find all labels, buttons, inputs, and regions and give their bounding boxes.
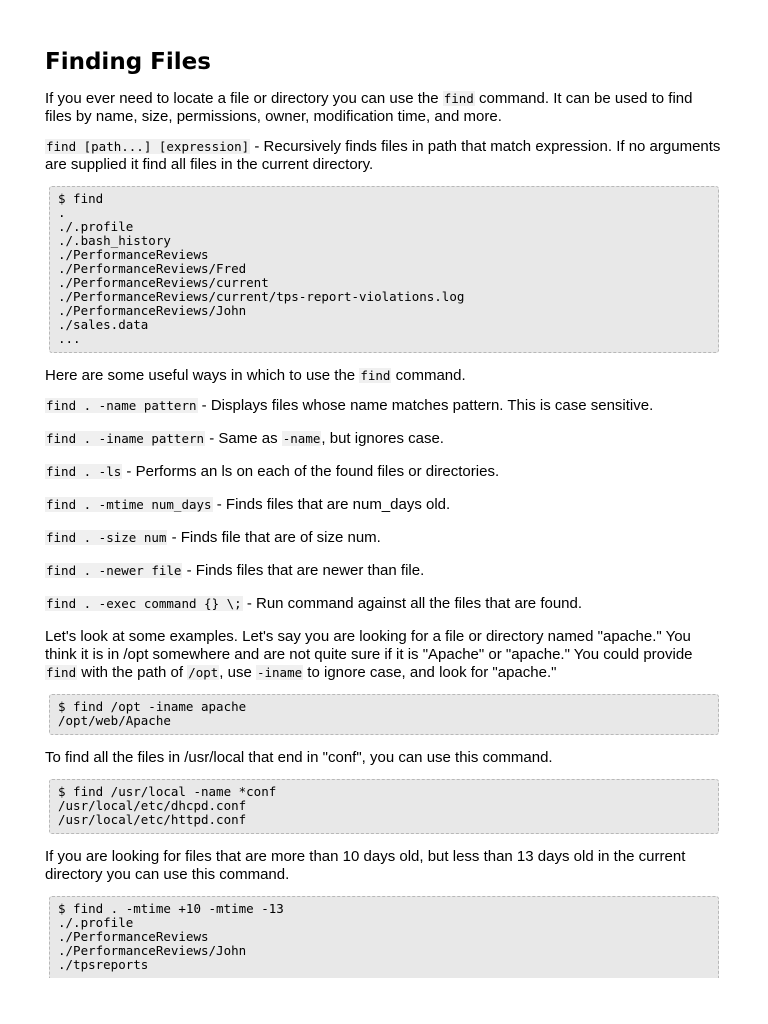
option-code: find . -name pattern — [46, 398, 197, 413]
option-description-before: - Same as — [205, 430, 282, 447]
intro-paragraph — [45, 90, 723, 126]
option-size — [45, 529, 723, 547]
option-exec — [45, 595, 723, 613]
inline-code-opt: /opt — [188, 665, 219, 680]
option-description: , but ignores case. — [321, 430, 444, 447]
option-mtime — [45, 496, 723, 514]
code-block-conf-example: $ find /usr/local -name *conf /usr/local/etc/dhcpd.conf /usr/local/etc/httpd.conf — [49, 779, 719, 834]
inline-code-find: find — [360, 368, 391, 383]
useful-text-after: command. — [391, 367, 466, 384]
option-name — [45, 397, 723, 415]
code-block-apache-example: $ find /opt -iname apache /opt/web/Apache — [49, 694, 719, 735]
examples-text-1: Let's look at some examples. Let's say you are looking for a file or directory named "apache." You think it is in /opt somewhere and are not quite sure if it is "Apache" or "apache." You could provide — [45, 628, 693, 663]
option-code: find . -exec command {} \; — [46, 596, 242, 611]
conf-paragraph: To find all the files in /usr/local that end in "conf", you can use this command. — [45, 749, 553, 766]
examples-paragraph — [45, 628, 723, 682]
option-code: find . -mtime num_days — [46, 497, 212, 512]
option-description: - Displays files whose name matches pattern. This is case sensitive. — [197, 397, 654, 414]
examples-text-4: to ignore case, and look for "apache." — [303, 664, 557, 681]
examples-text-2: with the path of — [77, 664, 188, 681]
syntax-code: find [path...] [expression] — [46, 139, 250, 154]
code-block-mtime-example: $ find . -mtime +10 -mtime -13 ./.profile ./PerformanceReviews ./PerformanceReviews/John ./tpsreports — [49, 896, 719, 978]
intro-text-before: If you ever need to locate a file or directory you can use the — [45, 90, 443, 107]
inline-code-iname: -iname — [256, 665, 303, 680]
mtime-paragraph: If you are looking for files that are more than 10 days old, but less than 13 days old in the current directory you can use this command. — [45, 848, 686, 883]
useful-ways-paragraph — [45, 367, 723, 385]
option-description: - Run command against all the files that are found. — [242, 595, 583, 612]
option-code: find . -newer file — [46, 563, 182, 578]
syntax-description: - Recursively finds files in path that match expression. If no arguments are supplied it find all files in the current directory. — [45, 138, 721, 173]
option-code: find . -iname pattern — [46, 431, 205, 446]
code-block-find-output: $ find . ./.profile ./.bash_history ./PerformanceReviews ./PerformanceReviews/Fred ./PerformanceReviews/current ./PerformanceReviews/current/tps-report-violations.log ./PerformanceReviews/John ./sales.data ... — [49, 186, 719, 353]
examples-text-3: , use — [219, 664, 256, 681]
useful-text-before: Here are some useful ways in which to use the — [45, 367, 360, 384]
option-description: - Performs an ls on each of the found files or directories. — [122, 463, 500, 480]
option-iname — [45, 430, 723, 448]
option-description: - Finds file that are of size num. — [167, 529, 381, 546]
option-inline-code: -name — [282, 431, 321, 446]
syntax-paragraph — [45, 138, 723, 174]
page-title: Finding Files — [45, 49, 211, 75]
option-ls — [45, 463, 723, 481]
option-newer — [45, 562, 723, 580]
inline-code-find: find — [46, 665, 77, 680]
option-code: find . -size num — [46, 530, 167, 545]
option-code: find . -ls — [46, 464, 122, 479]
inline-code-find: find — [443, 91, 474, 106]
option-description: - Finds files that are num_days old. — [212, 496, 451, 513]
option-description: - Finds files that are newer than file. — [182, 562, 425, 579]
intro-text-after: command. It can be used to find files by name, size, permissions, owner, modification time, and more. — [45, 90, 693, 125]
